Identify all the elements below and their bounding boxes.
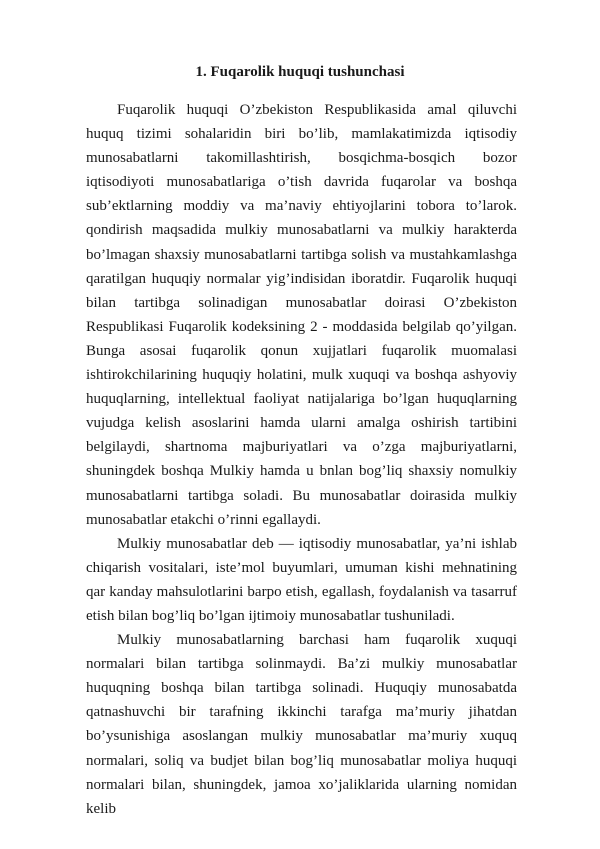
paragraph-2: Mulkiy munosabatlar deb — iqtisodiy munosabatlar, ya’ni ishlab chiqarish vositalari, iste’mol buyumlari, umuman kishi mehnatining qar kanday mahsulotlarini barpo etish, egallash, foydalanish va tasarruf etish bilan bog’liq bo’lgan ijtimoiy munosabatlar tushuniladi. xyxy=(86,535,517,624)
paragraph-3: Mulkiy munosabatlarning barchasi ham fuqarolik xuquqi normalari bilan tartibga solinmaydi. Ba’zi mulkiy munosabatlar huquqning boshqa bilan tartibga solinadi. Huquqiy munosabatda qatnashuvchi bir tarafning ikkinchi tarafga ma’muriy jihatdan bo’ysunishiga asoslangan mulkiy munosabatlar ma’muriy xuquq normalari, soliq va budjet bilan bog’liq munosabatlar moliya huquqi normalari bilan, shuningdek, jamoa xo’jaliklarida ularning nomidan kelib xyxy=(86,632,517,817)
paragraph-1: Fuqarolik huquqi O’zbekiston Respublikasida amal qiluvchi huquq tizimi sohalaridin biri bo’lib, mamlakatimizda iqtisodiy munosabatlarni takomillashtirish, bosqichma-bosqich bozor iqtisodiyoti munosabatlariga o’tish davrida fuqarolar va boshqa sub’ektlarning moddiy va ma’naviy ehtiyojlarini tobora to’larok. qondirish maqsadida mulkiy munosabatlarni va mulkiy harakterda bo’lmagan shaxsiy munosabatlarni tartibga solish va mustahkamlashga qaratilgan huquqiy normalar yig’indisidan iboratdir. Fuqarolik huquqi bilan tartibga solinadigan munosabatlar doirasi O’zbekiston Respublikasi Fuqarolik kodeksining 2 - moddasida belgilab qo’yilgan. Bunga asosai fuqarolik qonun xujjatlari fuqarolik muomalasi ishtirokchilarining huquqiy holatini, mulk xuquqi va boshqa ashyoviy huquqlarning, intellektual faoliyat natijalariga bo’lgan huquqlarning vujudga kelish asoslarini hamda ularni amalga oshirish tartibini belgilaydi, shartnoma majburiyatlari va o’zga majburiyatlarni, shuningdek boshqa Mulkiy hamda u bnlan bog’liq shaxsiy nomulkiy munosabatlarni tartibga soladi. Bu munosabatlar doirasida mulkiy munosabatlar etakchi o’rinni egallaydi. xyxy=(86,102,517,528)
document-body xyxy=(86,98,517,821)
document-title: 1. Fuqarolik huquqi tushunchasi xyxy=(195,64,405,80)
